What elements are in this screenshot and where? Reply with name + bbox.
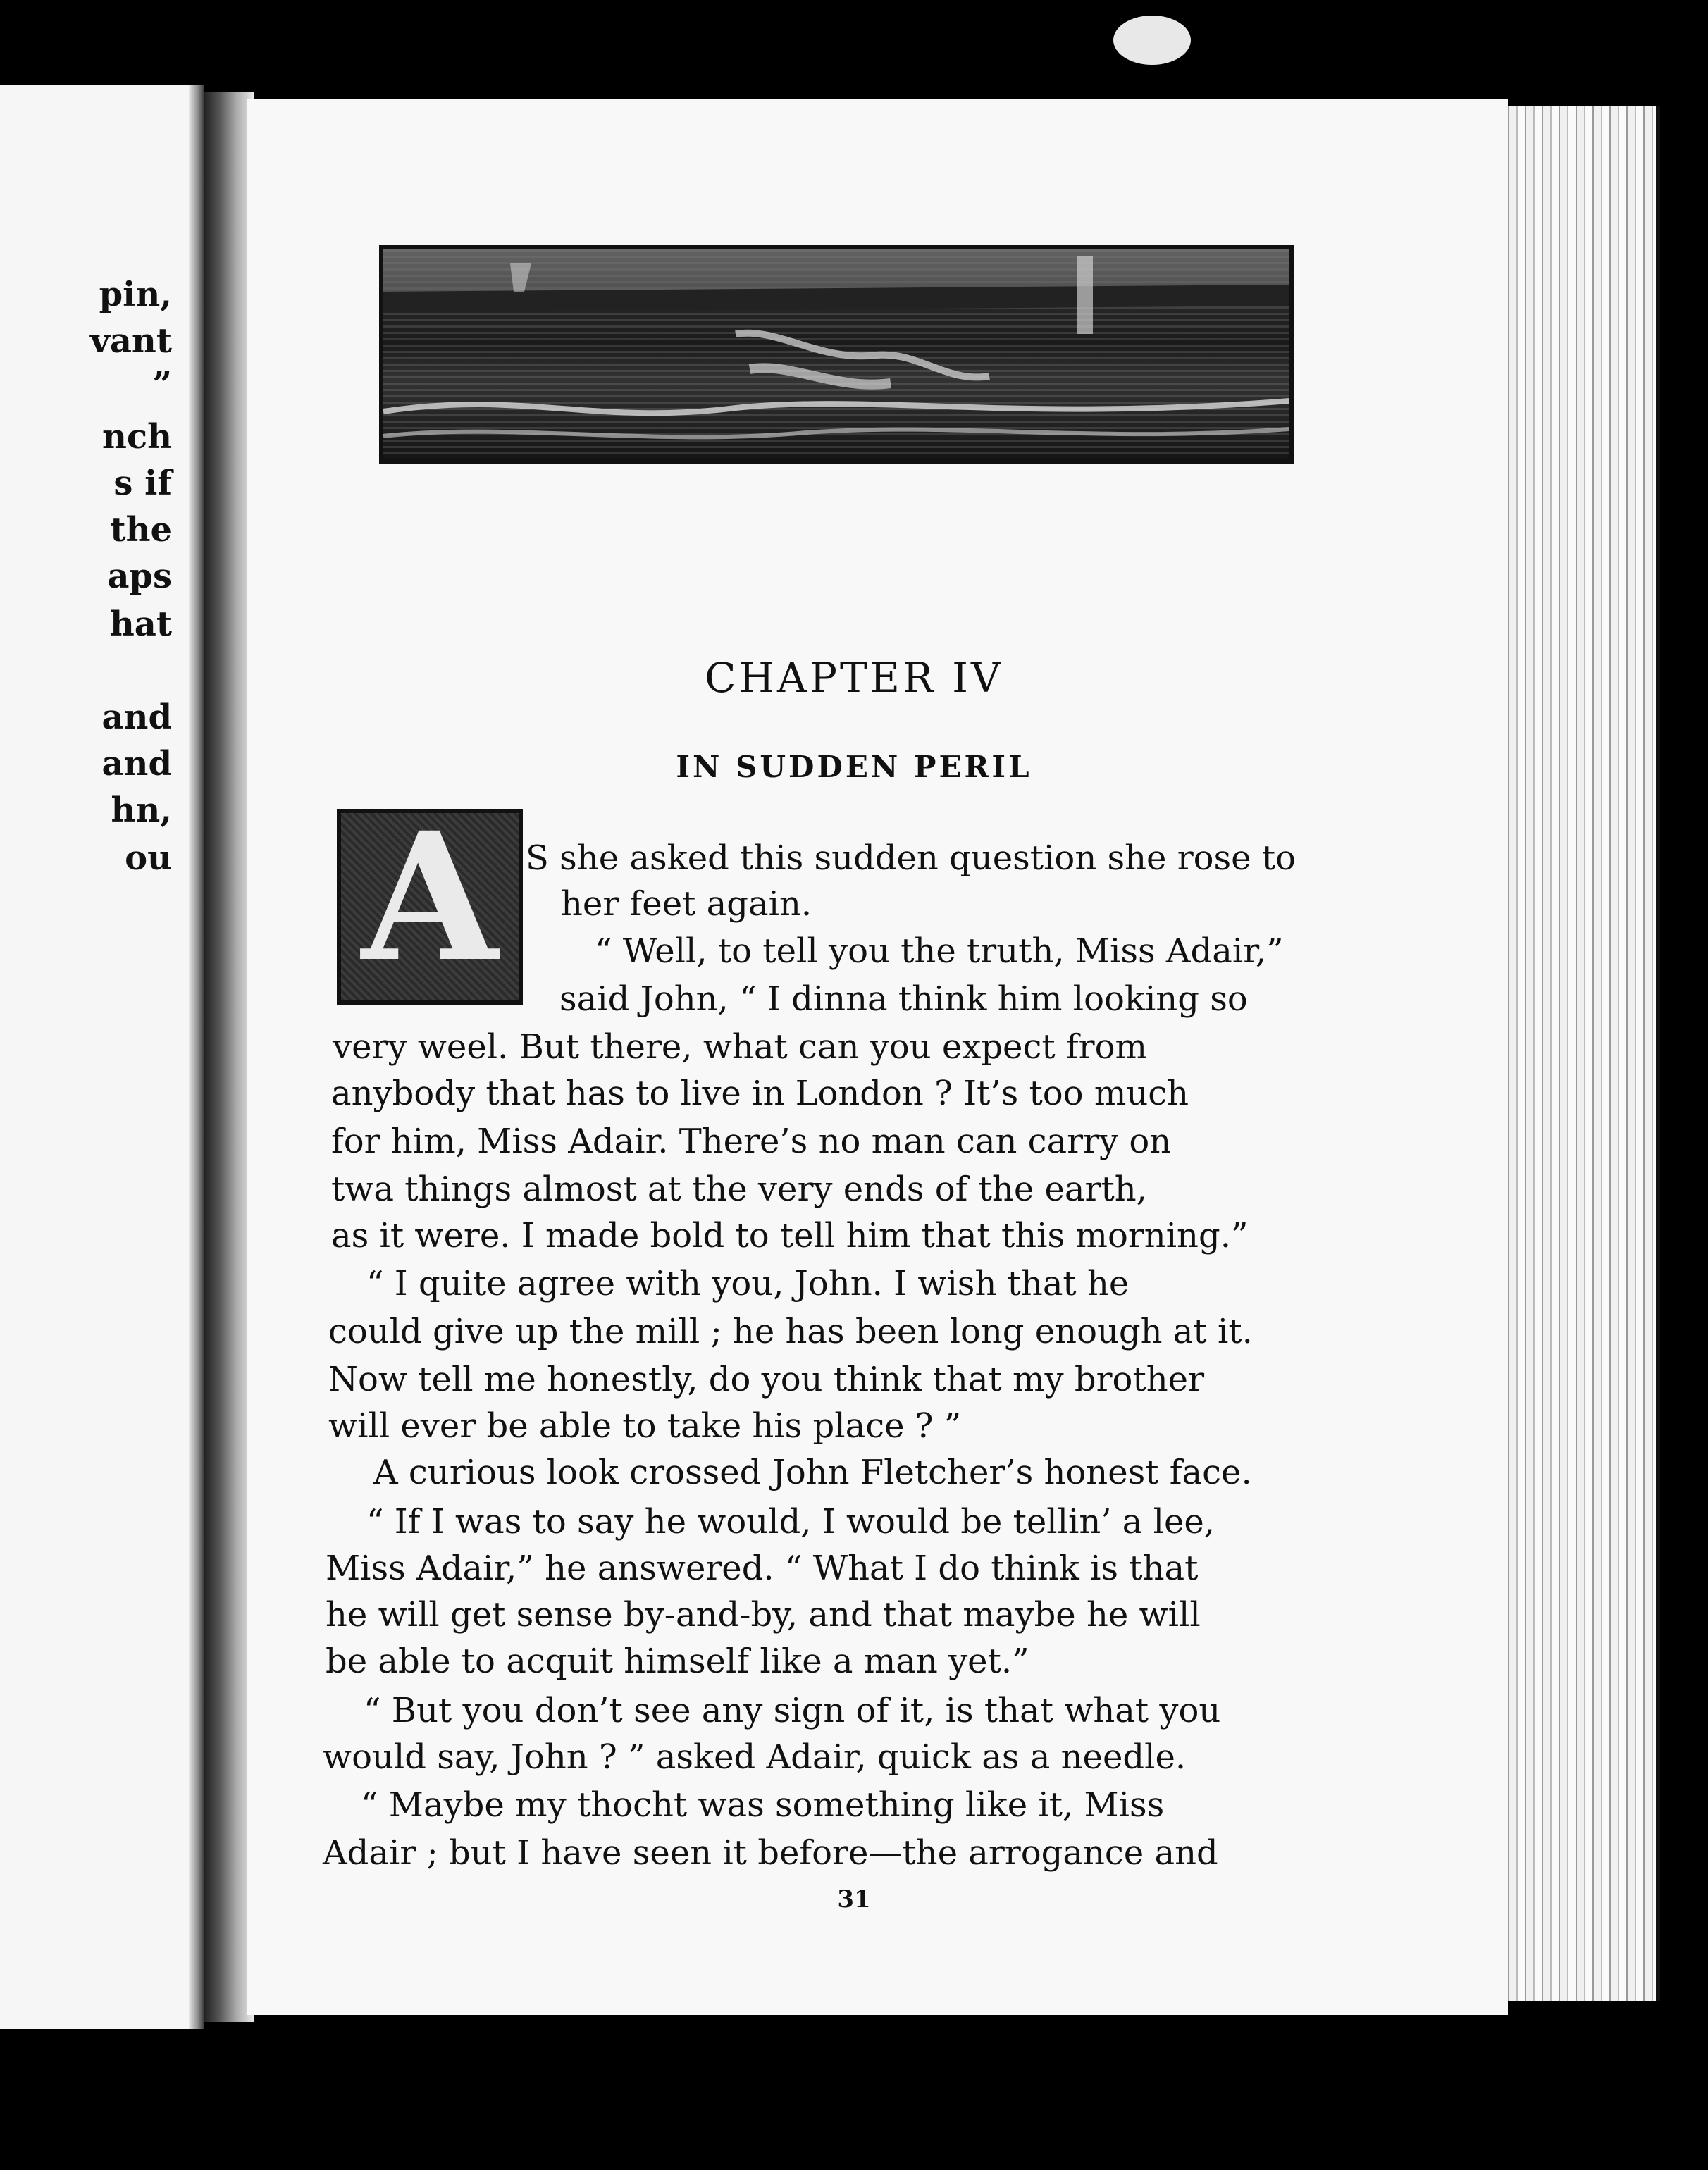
left-page-fragment: s if: [113, 464, 172, 503]
text-line: be able to acquit himself like a man yet.”: [326, 1642, 1029, 1681]
left-page-fragment: aps: [107, 557, 172, 596]
text-line: said John, “ I dinna think him looking so: [559, 979, 1248, 1019]
text-line: “ If I was to say he would, I would be tellin’ a lee,: [366, 1502, 1215, 1542]
text-line: very weel. But there, what can you expect from: [333, 1027, 1148, 1067]
page-edges: [1501, 106, 1660, 2001]
left-page-fragment: vant: [89, 321, 172, 361]
text-line: “ Well, to tell you the truth, Miss Adair,”: [595, 931, 1284, 971]
seascape-engraving: [383, 249, 1289, 459]
chapter-title: CHAPTER IV: [705, 654, 1003, 702]
drop-cap: [337, 809, 523, 1005]
text-line: as it were. I made bold to tell him that this morning.”: [331, 1216, 1249, 1256]
text-line: Adair ; but I have seen it before—the arrogance and: [323, 1833, 1218, 1873]
chapter-subtitle: IN SUDDEN PERIL: [676, 750, 1032, 784]
text-line: “ Maybe my thocht was something like it, Miss: [361, 1785, 1165, 1825]
left-page: [0, 85, 204, 2029]
text-line: he will get sense by-and-by, and that maybe he will: [326, 1595, 1201, 1635]
left-page-fragment: pin,: [99, 275, 172, 314]
headpiece-illustration: [379, 245, 1294, 464]
left-page-fragment: and: [101, 698, 172, 737]
page-number: 31: [837, 1885, 871, 1914]
text-line: could give up the mill ; he has been long enough at it.: [328, 1312, 1253, 1351]
text-line: will ever be able to take his place ? ”: [328, 1406, 962, 1446]
text-line: would say, John ? ” asked Adair, quick as a needle.: [323, 1737, 1187, 1777]
text-line: Now tell me honestly, do you think that my brother: [328, 1360, 1205, 1399]
text-line: twa things almost at the very ends of the earth,: [331, 1170, 1147, 1209]
left-page-fragment: nch: [101, 417, 172, 457]
left-page-fragment: and: [101, 744, 172, 783]
left-page-fragment: ou: [125, 838, 172, 878]
text-line: anybody that has to live in London ? It’s too much: [331, 1074, 1189, 1113]
left-page-fragment: the: [110, 510, 172, 550]
text-line: S she asked this sudden question she rose to: [526, 838, 1297, 878]
text-line: “ But you don’t see any sign of it, is that what you: [364, 1691, 1221, 1730]
text-line: for him, Miss Adair. There’s no man can carry on: [331, 1122, 1172, 1161]
left-page-fragment: ”: [152, 365, 172, 404]
scan-speck: [1113, 16, 1191, 65]
text-line: her feet again.: [561, 884, 812, 924]
text-line: A curious look crossed John Fletcher’s honest face.: [373, 1453, 1252, 1492]
drop-cap-letter: A: [361, 809, 498, 1000]
left-page-edge: [189, 85, 204, 2029]
left-page-fragment: hat: [109, 604, 172, 644]
left-page-fragment: hn,: [111, 790, 172, 830]
text-line: Miss Adair,” he answered. “ What I do think is that: [326, 1549, 1199, 1588]
text-line: “ I quite agree with you, John. I wish that he: [366, 1264, 1130, 1303]
